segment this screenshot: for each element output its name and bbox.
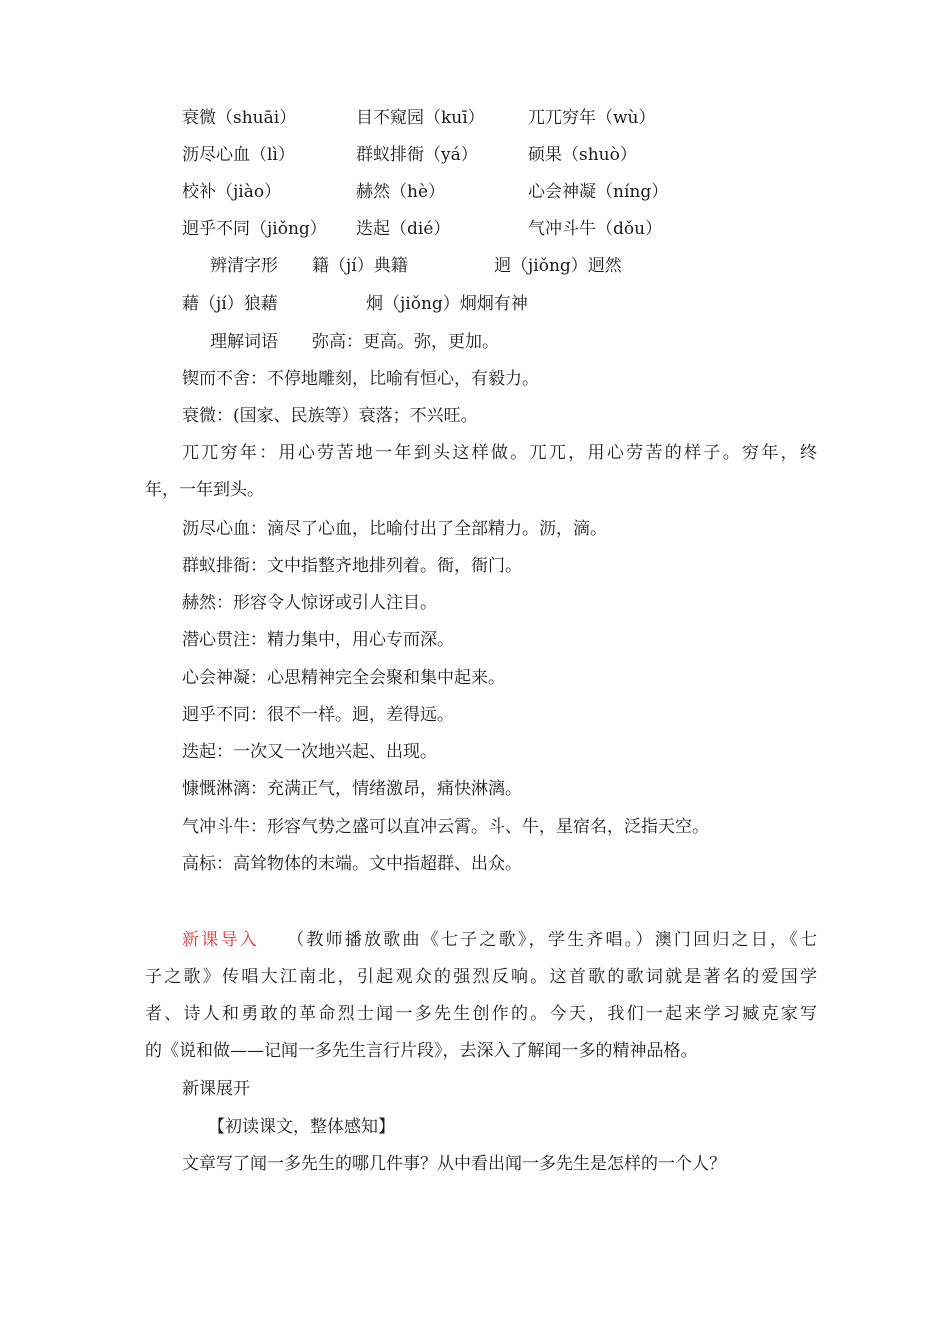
intro-heading: 新课导入 — [182, 930, 259, 950]
vocab-item: 锲而不舍：不停地雕刻，比喻有恒心，有毅力。 — [182, 369, 539, 389]
vocab-item-wuwu — [145, 435, 817, 509]
pinyin-cell: 硕果（shuò） — [528, 145, 637, 165]
vocab-item: 气冲斗牛：形容气势之盛可以直冲云霄。斗、牛，星宿名，泛指天空。 — [182, 817, 709, 837]
vocab-item: 衰微：(国家、民族等）衰落；不兴旺。 — [182, 406, 478, 426]
pinyin-cell: 迭起（dié） — [356, 219, 451, 239]
pinyin-cell: 迥乎不同（jiǒng） — [182, 219, 327, 239]
distinguish-label: 辨清字形 — [210, 256, 278, 276]
vocab-item: 迥乎不同：很不一样。迥，差得远。 — [182, 705, 454, 725]
expand-heading: 新课展开 — [182, 1079, 250, 1099]
vocab-item: 慷慨淋漓：充满正气，情绪激昂，痛快淋漓。 — [182, 779, 522, 799]
pinyin-cell: 气冲斗牛（dǒu） — [528, 219, 663, 239]
distinguish-item: 炯（jiǒng）炯炯有神 — [366, 294, 528, 314]
vocab-item: 潜心贯注：精力集中，用心专而深。 — [182, 630, 454, 650]
intro-text: （教师播放歌曲《七子之歌》，学生齐唱。）澳门回归之日，《七 — [284, 930, 818, 950]
pinyin-cell: 赫然（hè） — [356, 182, 446, 202]
vocab-item: 沥尽心血：滴尽了心血，比喻付出了全部精力。沥，滴。 — [182, 519, 607, 539]
distinguish-item: 藉（jí）狼藉 — [182, 294, 278, 314]
vocab-item: 心会神凝：心思精神完全会聚和集中起来。 — [182, 668, 505, 688]
vocab-item: 群蚁排衙：文中指整齐地排列着。衙，衙门。 — [182, 556, 522, 576]
distinguish-item: 迥（jiǒng）迥然 — [494, 256, 622, 276]
pinyin-cell: 群蚁排衙（yá） — [356, 145, 478, 165]
vocab-item: 赫然：形容令人惊讶或引人注目。 — [182, 593, 437, 613]
pinyin-cell: 沥尽心血（lì） — [182, 145, 295, 165]
pinyin-cell: 目不窥园（kuī） — [356, 108, 485, 128]
intro-line: 者、诗人和勇敢的革命烈士闻一多先生创作的。今天，我们一起来学习臧克家写 — [145, 1004, 817, 1024]
vocab-line: 年，一年到头。 — [145, 480, 264, 500]
vocab-item: 弥高：更高。弥，更加。 — [312, 332, 499, 352]
section-heading: 【初读课文，整体感知】 — [208, 1117, 395, 1137]
question-text: 文章写了闻一多先生的哪几件事？从中看出闻一多先生是怎样的一个人？ — [182, 1154, 726, 1174]
intro-line: 的《说和做——记闻一多先生言行片段》，去深入了解闻一多的精神品格。 — [145, 1041, 698, 1061]
intro-line: 子之歌》传唱大江南北，引起观众的强烈反响。这首歌的歌词就是著名的爱国学 — [145, 967, 817, 987]
pinyin-cell: 校补（jiào） — [182, 182, 282, 202]
vocab-item: 迭起：一次又一次地兴起、出现。 — [182, 742, 437, 762]
distinguish-item: 籍（jí）典籍 — [312, 256, 408, 276]
vocab-label: 理解词语 — [210, 332, 278, 352]
pinyin-cell: 兀兀穷年（wù） — [528, 108, 656, 128]
vocab-item: 高标：高耸物体的末端。文中指超群、出众。 — [182, 854, 522, 874]
pinyin-cell: 衰微（shuāi） — [182, 108, 297, 128]
intro-paragraph — [145, 922, 817, 1070]
pinyin-cell: 心会神凝（níng） — [528, 182, 669, 202]
vocab-line: 兀兀穷年：用心劳苦地一年到头这样做。兀兀，用心劳苦的样子。穷年，终 — [182, 443, 817, 463]
